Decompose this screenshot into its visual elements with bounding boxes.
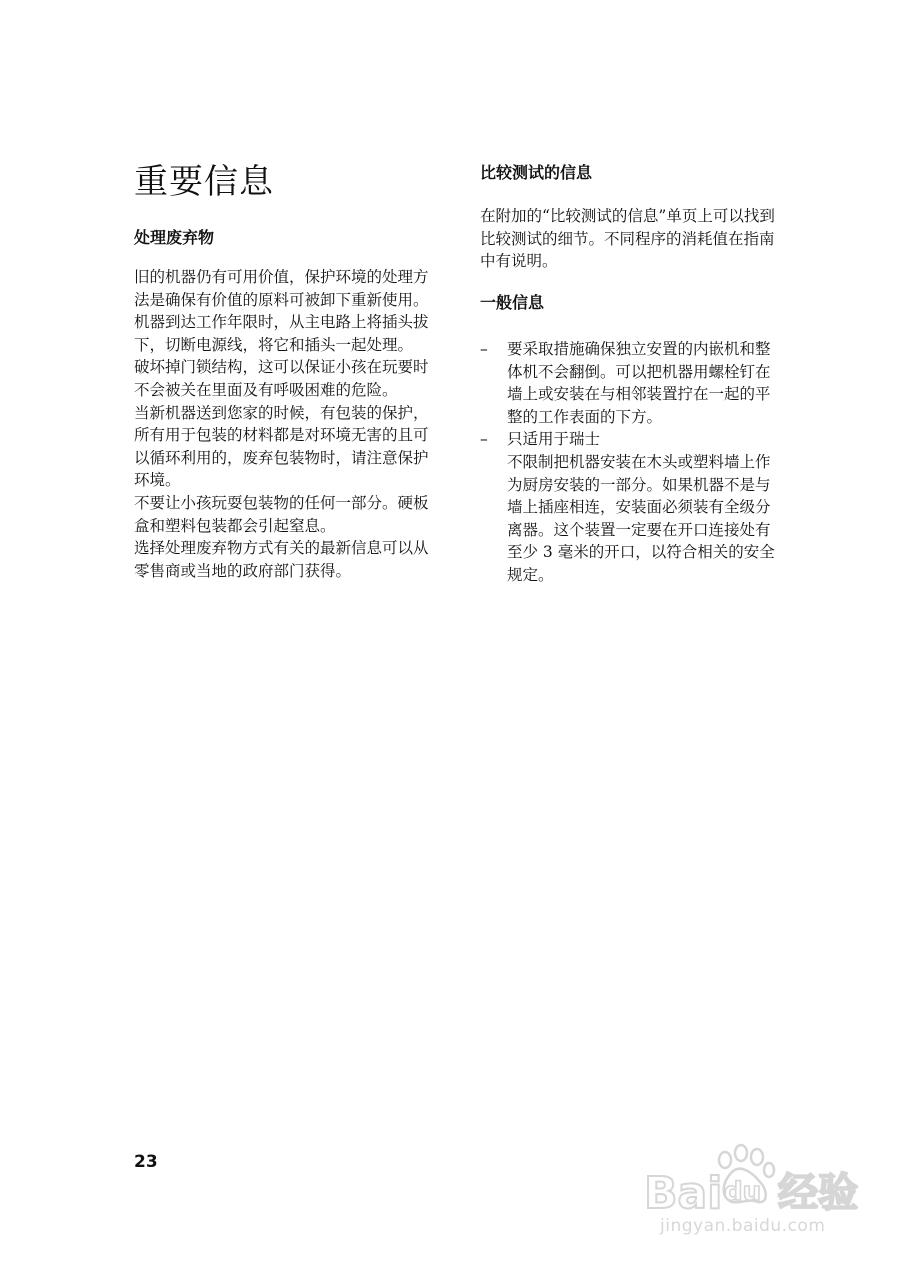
svg-text:du: du — [724, 1177, 762, 1207]
comparison-test-heading: 比较测试的信息 — [480, 163, 593, 182]
watermark-url: jingyan.baidu.com — [660, 1216, 826, 1236]
general-info-list — [480, 338, 780, 587]
disposal-paragraph: 当新机器送到您家的时候，有包装的保护，所有用于包装的材料都是对环境无害的且可以循环利用的，废弃包装物时，请注意保护环境。 — [134, 403, 429, 490]
svg-text:Bai: Bai — [644, 1168, 723, 1216]
dash-marker: – — [480, 430, 488, 449]
disposal-paragraph: 不要让小孩玩耍包装物的任何一部分。硬板盒和塑料包装都会引起窒息。 — [134, 493, 429, 535]
disposal-paragraph: 选择处理废弃物方式有关的最新信息可以从零售商或当地的政府部门获得。 — [134, 539, 429, 580]
page-number: 23 — [134, 1152, 158, 1172]
baidu-logo-icon — [640, 1142, 870, 1216]
disposal-heading: 处理废弃物 — [134, 228, 215, 247]
baidu-watermark — [640, 1142, 870, 1262]
dash-marker: – — [480, 340, 488, 358]
list-item-text: 要采取措施确保独立安置的内嵌机和整体机不会翻倒。可以把机器用螺栓钉在墙上或安装在与相邻装置拧在一起的平整的工作表面的下方。 — [507, 340, 771, 426]
disposal-paragraph: 机器到达工作年限时，从主电路上将插头拔下，切断电源线，将它和插头一起处理。 — [134, 313, 429, 354]
disposal-paragraph: 破坏掉门锁结构，这可以保证小孩在玩要时不会被关在里面及有呼吸困难的危险。 — [134, 358, 429, 399]
comparison-test-text — [480, 205, 780, 273]
general-info-heading: 一般信息 — [480, 293, 545, 312]
disposal-paragraph: 旧的机器仍有可用价值，保护环境的处理方法是确保有价值的原料可被卸下重新使用。 — [134, 268, 429, 309]
svg-text:经验: 经验 — [778, 1170, 858, 1216]
comparison-paragraph: 在附加的“比较测试的信息”单页上可以找到比较测试的细节。不同程序的消耗值在指南中有说明。 — [480, 207, 775, 271]
list-item-text: 只适用于瑞士 — [507, 430, 601, 449]
list-item-content — [507, 428, 780, 586]
disposal-text — [134, 266, 434, 582]
page-title: 重要信息 — [134, 162, 274, 202]
list-item — [480, 338, 780, 428]
list-item-subtext: 不限制把机器安装在木头或塑料墙上作为厨房安装的一部分。如果机器不是与墙上插座相连，安装面必须装有全级分离器。这个装置一定要在开口连接处有至少 3 毫米的开口，以符合相关的安全规定。 — [507, 452, 775, 584]
list-item — [480, 428, 780, 586]
